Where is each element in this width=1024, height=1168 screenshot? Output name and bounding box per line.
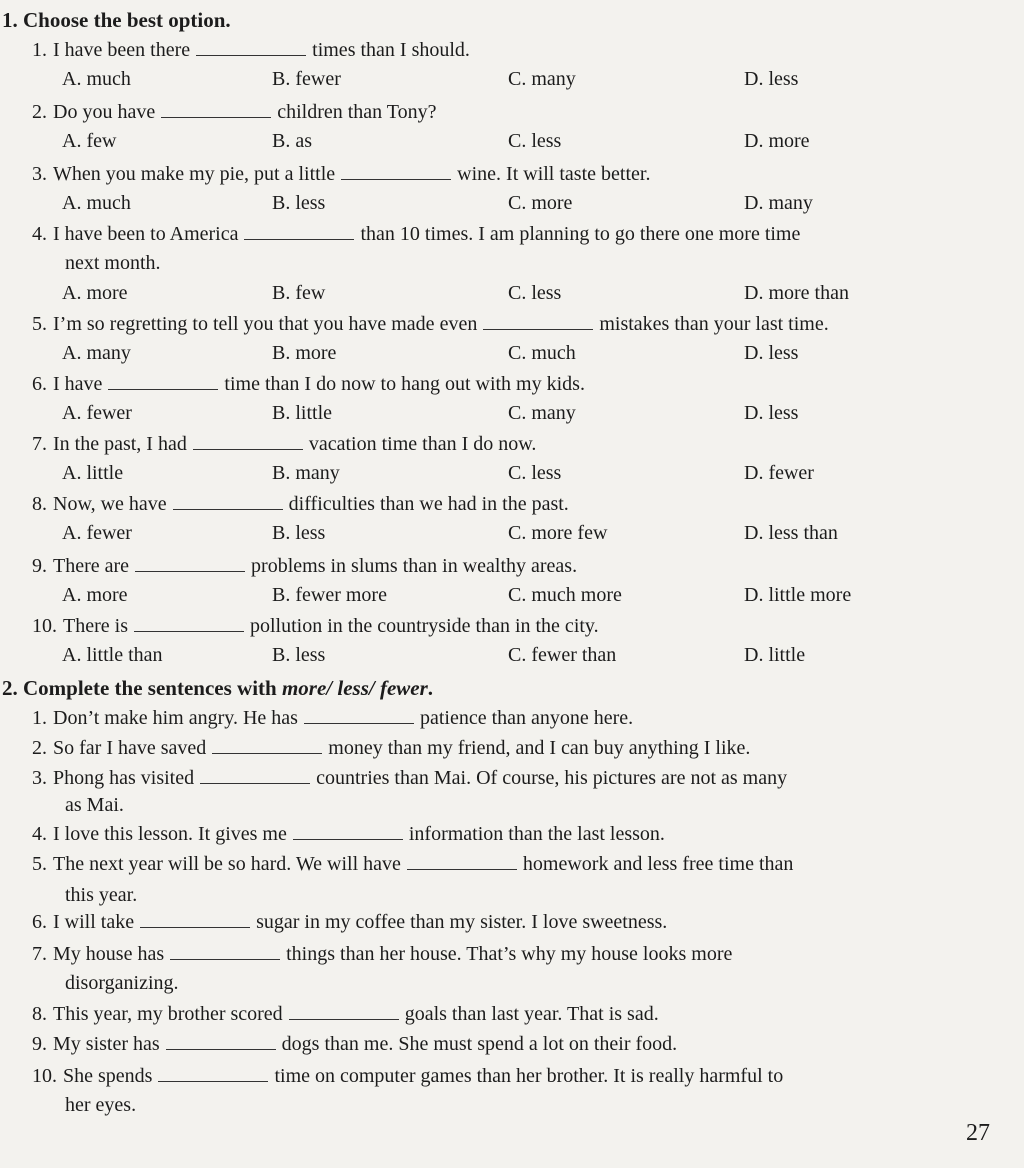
option-c[interactable]: C. more few bbox=[508, 522, 608, 544]
s1-options-7 bbox=[0, 462, 1024, 490]
s2-question-6: 6. I will take sugar in my coffee than my sister. I love sweetness. bbox=[32, 911, 668, 933]
s2-question-10-continuation: her eyes. bbox=[65, 1094, 137, 1116]
option-b[interactable]: B. less bbox=[272, 192, 326, 214]
s2-question-1: 1. Don’t make him angry. He has patience than anyone here. bbox=[32, 707, 634, 729]
option-c[interactable]: C. less bbox=[508, 282, 562, 304]
option-d[interactable]: D. many bbox=[744, 192, 813, 214]
option-b[interactable]: B. few bbox=[272, 282, 326, 304]
s1-options-2 bbox=[0, 130, 1024, 158]
option-d[interactable]: D. fewer bbox=[744, 462, 814, 484]
s1-question-4: 4. I have been to America than 10 times. I am planning to go there one more time bbox=[32, 223, 801, 245]
s1-question-3: 3. When you make my pie, put a little wine. It will taste better. bbox=[32, 163, 651, 185]
answer-blank[interactable] bbox=[212, 737, 322, 754]
s1-question-10: 10. There is pollution in the countryside than in the city. bbox=[32, 615, 599, 637]
option-b[interactable]: B. less bbox=[272, 522, 326, 544]
s2-question-7-continuation: disorganizing. bbox=[65, 972, 179, 994]
s2-question-3: 3. Phong has visited countries than Mai. Of course, his pictures are not as many bbox=[32, 767, 788, 789]
option-c[interactable]: C. much bbox=[508, 342, 576, 364]
answer-blank[interactable] bbox=[200, 767, 310, 784]
option-b[interactable]: B. more bbox=[272, 342, 337, 364]
option-a[interactable]: A. few bbox=[62, 130, 117, 152]
answer-blank[interactable] bbox=[108, 373, 218, 390]
s2-question-7: 7. My house has things than her house. That’s why my house looks more bbox=[32, 943, 733, 965]
answer-blank[interactable] bbox=[341, 163, 451, 180]
s1-options-4 bbox=[0, 282, 1024, 310]
option-a[interactable]: A. little than bbox=[62, 644, 163, 666]
option-c[interactable]: C. fewer than bbox=[508, 644, 617, 666]
option-a[interactable]: A. many bbox=[62, 342, 131, 364]
answer-blank[interactable] bbox=[140, 911, 250, 928]
option-d[interactable]: D. more bbox=[744, 130, 810, 152]
s2-question-9: 9. My sister has dogs than me. She must spend a lot on their food. bbox=[32, 1033, 678, 1055]
answer-blank[interactable] bbox=[196, 39, 306, 56]
s2-question-3-continuation: as Mai. bbox=[65, 794, 124, 816]
answer-blank[interactable] bbox=[304, 707, 414, 724]
s2-question-10: 10. She spends time on computer games than her brother. It is really harmful to bbox=[32, 1065, 784, 1087]
option-d[interactable]: D. less bbox=[744, 68, 799, 90]
s1-question-7: 7. In the past, I had vacation time than I do now. bbox=[32, 433, 537, 455]
s2-question-5-continuation: this year. bbox=[65, 884, 138, 906]
s2-question-4: 4. I love this lesson. It gives me information than the last lesson. bbox=[32, 823, 665, 845]
option-a[interactable]: A. much bbox=[62, 68, 131, 90]
s1-question-2: 2. Do you have children than Tony? bbox=[32, 101, 437, 123]
option-b[interactable]: B. many bbox=[272, 462, 340, 484]
option-d[interactable]: D. little more bbox=[744, 584, 852, 606]
option-d[interactable]: D. more than bbox=[744, 282, 849, 304]
s1-question-4-continuation: next month. bbox=[65, 252, 161, 274]
option-d[interactable]: D. little bbox=[744, 644, 806, 666]
option-b[interactable]: B. less bbox=[272, 644, 326, 666]
option-a[interactable]: A. more bbox=[62, 584, 128, 606]
s1-options-10 bbox=[0, 644, 1024, 672]
option-b[interactable]: B. little bbox=[272, 402, 332, 424]
option-b[interactable]: B. fewer bbox=[272, 68, 341, 90]
section-2-title: 2. Complete the sentences with more/ less/ fewer. bbox=[2, 676, 434, 700]
s1-options-6 bbox=[0, 402, 1024, 430]
s1-options-8 bbox=[0, 522, 1024, 550]
option-a[interactable]: A. much bbox=[62, 192, 131, 214]
option-b[interactable]: B. fewer more bbox=[272, 584, 387, 606]
s1-question-9: 9. There are problems in slums than in wealthy areas. bbox=[32, 555, 578, 577]
option-b[interactable]: B. as bbox=[272, 130, 312, 152]
s1-question-1: 1. I have been there times than I should. bbox=[32, 39, 470, 61]
option-d[interactable]: D. less bbox=[744, 402, 799, 424]
answer-blank[interactable] bbox=[483, 313, 593, 330]
option-c[interactable]: C. less bbox=[508, 130, 562, 152]
option-c[interactable]: C. more bbox=[508, 192, 573, 214]
s1-options-1 bbox=[0, 68, 1024, 96]
option-a[interactable]: A. fewer bbox=[62, 522, 132, 544]
answer-blank[interactable] bbox=[173, 493, 283, 510]
s2-question-2: 2. So far I have saved money than my friend, and I can buy anything I like. bbox=[32, 737, 751, 759]
answer-blank[interactable] bbox=[158, 1065, 268, 1082]
option-d[interactable]: D. less than bbox=[744, 522, 838, 544]
option-c[interactable]: C. many bbox=[508, 402, 576, 424]
option-a[interactable]: A. more bbox=[62, 282, 128, 304]
answer-blank[interactable] bbox=[135, 555, 245, 572]
option-a[interactable]: A. little bbox=[62, 462, 124, 484]
answer-blank[interactable] bbox=[193, 433, 303, 450]
option-d[interactable]: D. less bbox=[744, 342, 799, 364]
s1-question-8: 8. Now, we have difficulties than we had in the past. bbox=[32, 493, 569, 515]
answer-blank[interactable] bbox=[170, 943, 280, 960]
option-c[interactable]: C. many bbox=[508, 68, 576, 90]
s1-options-3 bbox=[0, 192, 1024, 220]
s2-question-5: 5. The next year will be so hard. We will have homework and less free time than bbox=[32, 853, 794, 875]
answer-blank[interactable] bbox=[244, 223, 354, 240]
option-c[interactable]: C. less bbox=[508, 462, 562, 484]
s1-question-6: 6. I have time than I do now to hang out with my kids. bbox=[32, 373, 585, 395]
section-1-title: 1. Choose the best option. bbox=[2, 8, 231, 32]
s1-question-5: 5. I’m so regretting to tell you that you have made even mistakes than your last time. bbox=[32, 313, 829, 335]
answer-blank[interactable] bbox=[289, 1003, 399, 1020]
answer-blank[interactable] bbox=[407, 853, 517, 870]
answer-blank[interactable] bbox=[134, 615, 244, 632]
option-c[interactable]: C. much more bbox=[508, 584, 622, 606]
answer-blank[interactable] bbox=[293, 823, 403, 840]
option-a[interactable]: A. fewer bbox=[62, 402, 132, 424]
s1-options-5 bbox=[0, 342, 1024, 370]
page-number: 27 bbox=[966, 1120, 990, 1146]
s2-question-8: 8. This year, my brother scored goals than last year. That is sad. bbox=[32, 1003, 659, 1025]
answer-blank[interactable] bbox=[166, 1033, 276, 1050]
s1-options-9 bbox=[0, 584, 1024, 612]
answer-blank[interactable] bbox=[161, 101, 271, 118]
